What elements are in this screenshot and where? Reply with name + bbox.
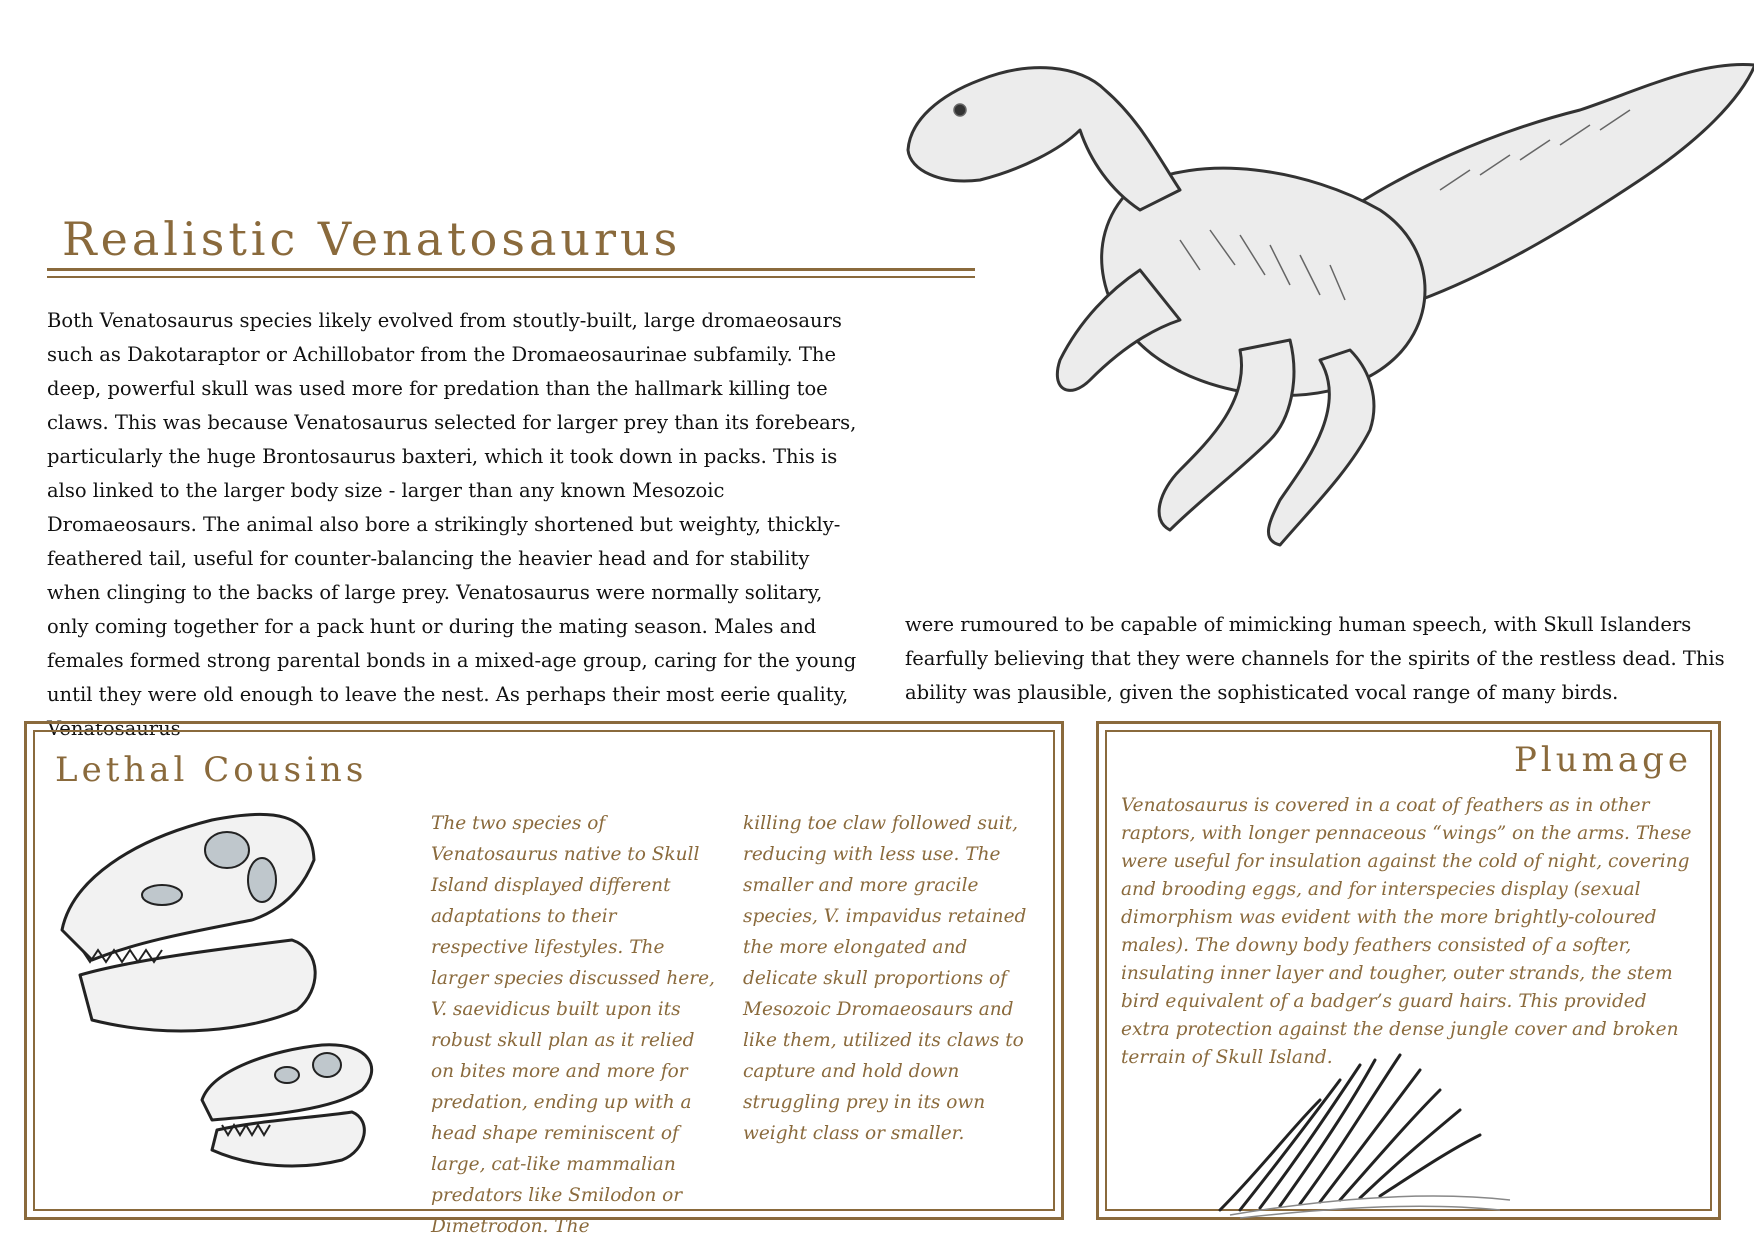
main-paragraph-text: Both Venatosaurus species likely evolved from stoutly-built, large dromaeosaurs such as Dakotaraptor or Achillobator from the Dromaeosaurinae subfamily. The deep, powerful skull was used more for predation than the hallmark killing toe claws. This was because Venatosaurus selected for larger prey than its forebears, particularly the huge Brontosaurus baxteri, which it took down in packs. This is also linked to the larger body size - larger than any known Mesozoic Dromaeosaurs. The animal also bore a strikingly shortened but weighty, thickly-feathered tail, useful for counter-balancing the heavier head and for stability when clinging to the backs of large prey. Venatosaurus were normally solitary, only coming together for a pack hunt or during the mating season. Males and females formed strong parental bonds in a mixed-age group, caring for the young until they were old enough to leave the nest. As perhaps their most eerie quality, Venatosaurus (47, 309, 857, 740)
feather-illustration (1200, 1040, 1520, 1220)
lethal-cousins-title: Lethal Cousins (55, 750, 368, 790)
lethal-cousins-column-1-text: The two species of Venatosaurus native to Skull Island displayed different adaptations to their respective lifestyles. The larger species discussed here, V. saevidicus built upon its robust skull plan as it relied on bites more and more for predation, ending up with a head shape reminiscent of large, cat-like mammalian predators like Smilodon or Dimetrodon. The (431, 813, 715, 1237)
main-paragraph (47, 304, 867, 746)
plumage-text: Venatosaurus is covered in a coat of feathers as in other raptors, with longer pennaceous “wings” on the arms. These were useful for insulation against the cold of night, covering and brooding eggs, and for interspecies display (sexual dimorphism was evident with the more brightly-coloured males). The downy body feathers consisted of a softer, insulating inner layer and tougher, outer strands, the stem bird equivalent of a badger’s guard hairs. This provided extra protection against the dense jungle cover and broken terrain of Skull Island. (1121, 795, 1692, 1068)
lethal-cousins-column-1 (431, 808, 716, 1242)
plumage-title: Plumage (1513, 740, 1692, 780)
large-skull-illustration (62, 814, 315, 1031)
plumage-text-block (1121, 792, 1699, 1072)
title-rule-secondary (47, 276, 975, 278)
venatosaurus-illustration (880, 40, 1754, 600)
lethal-cousins-column-2-text: killing toe claw followed suit, reducing with less use. The smaller and more gracile species, V. impavidus retained the more elongated and delicate skull proportions of Mesozoic Dromaeosaurs and like them, utilized its claws to capture and hold down struggling prey in its own weight class or smaller. (743, 813, 1027, 1144)
continuation-paragraph-text: were rumoured to be capable of mimicking human speech, with Skull Islanders fearfully believing that they were channels for the spirits of the restless dead. This ability was plausible, given the sophisticated vocal range of many birds. (905, 613, 1725, 704)
skull-illustrations (52, 800, 422, 1200)
lethal-cousins-column-2 (743, 808, 1043, 1149)
continuation-paragraph (905, 608, 1725, 710)
title-rule (47, 268, 975, 271)
page-title: Realistic Venatosaurus (62, 212, 682, 266)
small-skull-illustration (202, 1045, 372, 1166)
